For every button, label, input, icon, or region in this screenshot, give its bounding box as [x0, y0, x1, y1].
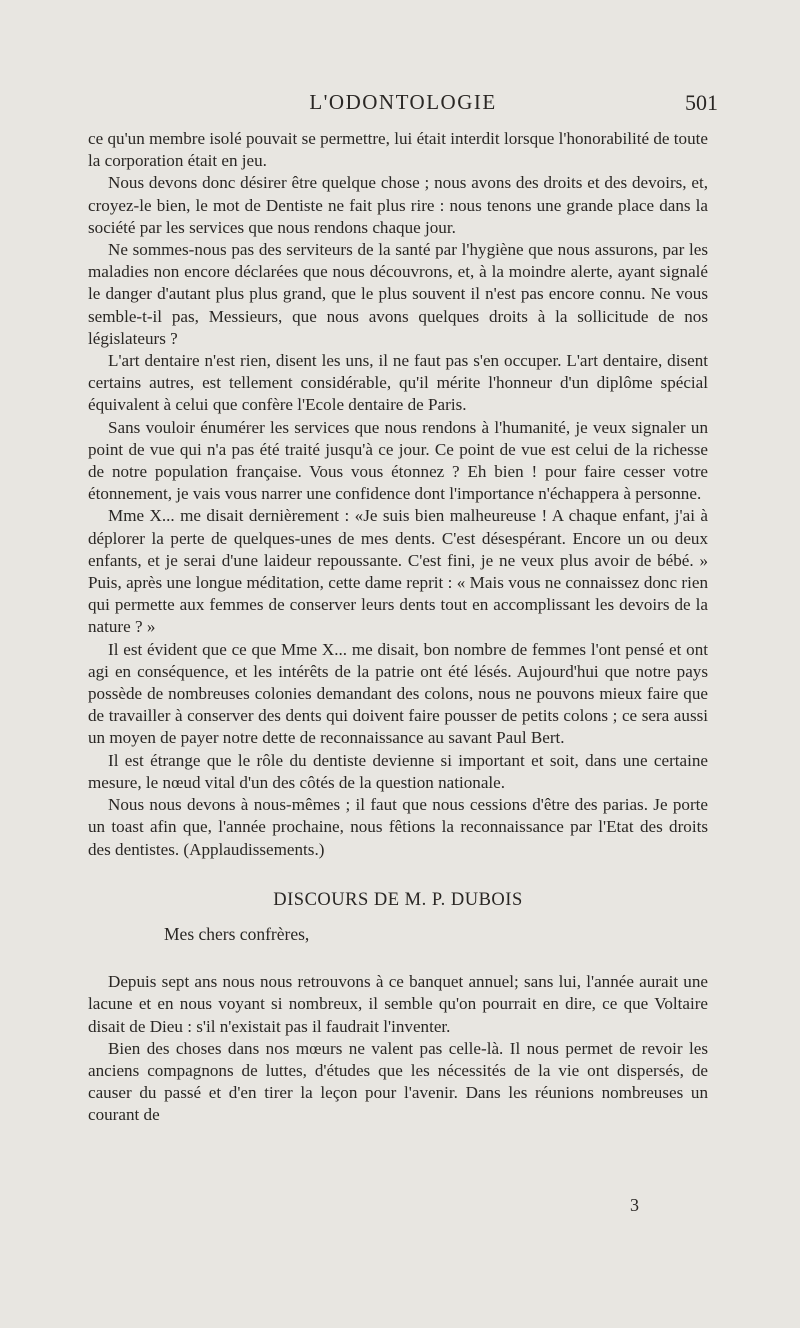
paragraph: Nous devons donc désirer être quelque chose ; nous avons des droits et des devoirs, et, croyez-le bien, le mot de Dentiste ne fait plus rire : nous tenons une grande place dans la société par les services que nous rendons chaque jour.	[88, 173, 708, 237]
signature-mark: 3	[630, 1195, 639, 1215]
journal-title: L'ODONTOLOGIE	[309, 90, 497, 114]
paragraph: Mme X... me disait dernièrement : «Je suis bien malheureuse ! A chaque enfant, j'ai à déplorer la perte de quelques-unes de mes dents. C'est désespérant. Encore un ou deux enfants, et je serai d'une laideur repoussante. C'est fini, je ne veux plus avoir de bébé. » Puis, après une longue méditation, cette dame reprit : « Mais vous ne connaissez donc rien qui permette aux femmes de conserver leurs dents tout en accomplissant les devoirs de la nature ? »	[88, 506, 708, 637]
paragraph: ce qu'un membre isolé pouvait se permettre, lui était interdit lorsque l'honorabilité de toute la corporation était en jeu.	[88, 129, 708, 171]
paragraph: Il est étrange que le rôle du dentiste devienne si important et soit, dans une certaine mesure, le nœud vital d'un des côtés de la question nationale.	[88, 750, 708, 792]
paragraph: Bien des choses dans nos mœurs ne valent pas celle-là. Il nous permet de revoir les anciens compagnons de luttes, d'études que les nécessités de la vie ont dispersés, de causer du passé et d'en tirer la leçon pour l'avenir. Dans les réunions nombreuses un courant de	[88, 1038, 708, 1125]
running-header	[88, 88, 718, 118]
section-title: DISCOURS DE M. P. DUBOIS	[273, 889, 523, 910]
paragraph: Ne sommes-nous pas des serviteurs de la santé par l'hygiène que nous assurons, par les maladies non encore déclarées que nous découvrons, et, à la moindre alerte, ayant signalé le danger d'autant plus plus grand, que le plus souvent il n'est pas encore connu. Ne vous semble-t-il pas, Messieurs, que nous avons quelques droits à la sollicitude de nos législateurs ?	[88, 240, 708, 348]
salutation: Mes chers confrères,	[164, 923, 310, 944]
paragraph: Il est évident que ce que Mme X... me disait, bon nombre de femmes l'ont pensé et ont agi en conséquence, et les intérêts de la patrie ont été lésés. Aujourd'hui que notre pays possède de nombreuses colonies demandant des colons, nous ne pouvons mieux faire que de travailler à conserver des dents qui doivent faire pousser de petits colons ; ce sera aussi un moyen de payer notre dette de reconnaissance au savant Paul Bert.	[88, 639, 708, 748]
paragraph: Nous nous devons à nous-mêmes ; il faut que nous cessions d'être des parias. Je porte un toast afin que, l'année prochaine, nous fêtions la reconnaissance par l'Etat des droits des dentistes. (Applaudissements.)	[88, 795, 708, 859]
paragraph: Sans vouloir énumérer les services que nous rendons à l'humanité, je veux signaler un point de vue qui n'a pas été traité jusqu'à ce jour. Ce point de vue est celui de la richesse de notre population française. Vous vous étonnez ? Eh bien ! pour faire cesser votre étonnement, je vais vous narrer une confidence dont l'importance n'échappera à personne.	[88, 417, 708, 504]
page-body	[88, 128, 708, 1127]
paragraph: Depuis sept ans nous nous retrouvons à ce banquet annuel; sans lui, l'année aurait une lacune et en nous voyant si nombreux, il semble qu'on pourrait en dire, ce que Voltaire disait de Dieu : s'il n'existait pas il faudrait l'inventer.	[88, 972, 708, 1036]
paragraph: L'art dentaire n'est rien, disent les uns, il ne faut pas s'en occuper. L'art dentaire, disent certains autres, est tellement considérable, qu'il mérite l'honneur d'un diplôme spécial équivalent à celui que confère l'Ecole dentaire de Paris.	[88, 351, 708, 415]
page-number: 501	[685, 90, 718, 115]
